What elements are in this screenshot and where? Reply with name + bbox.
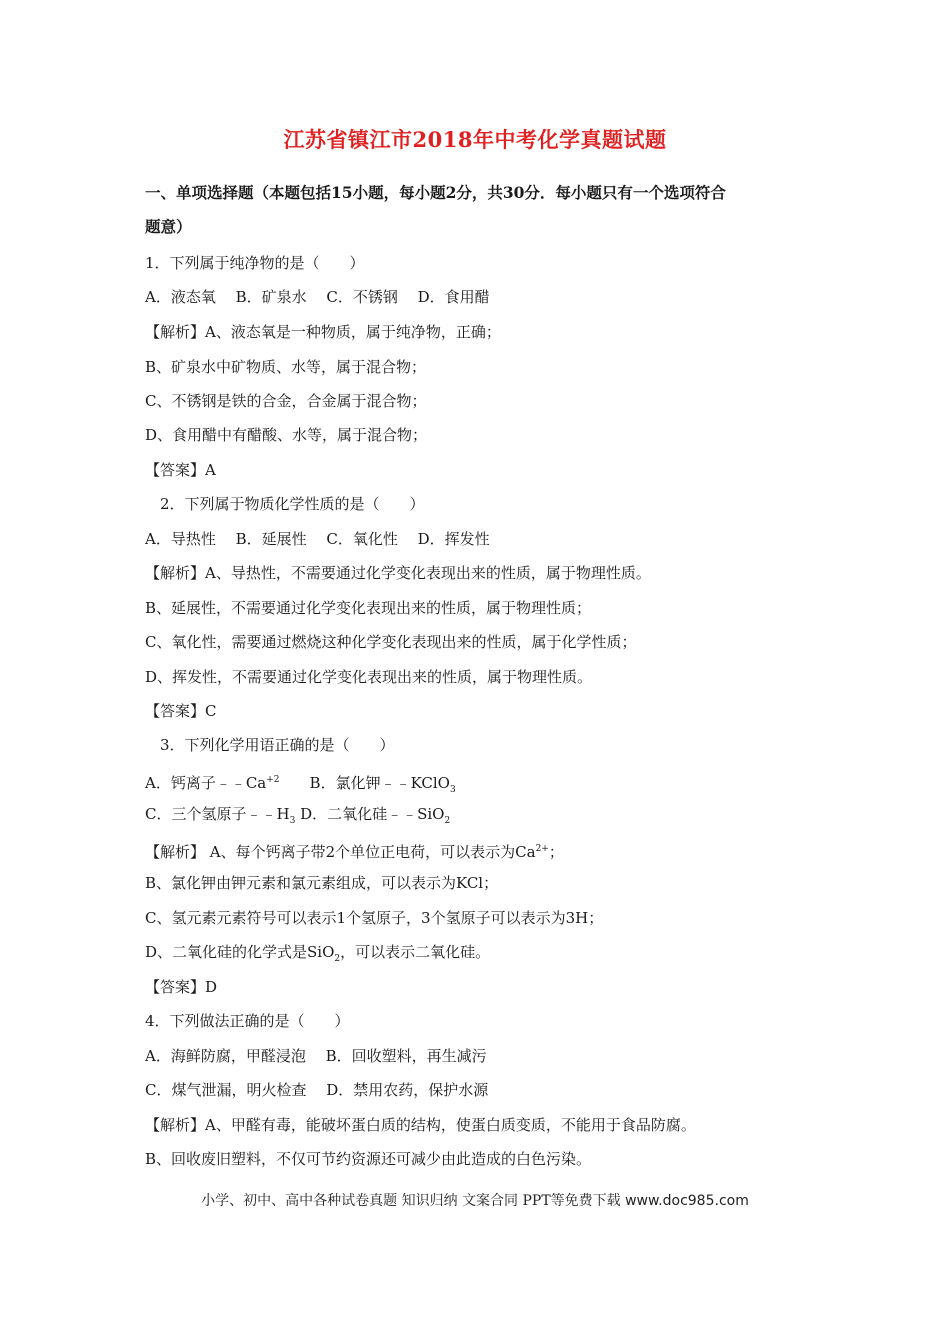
q1-analysis-line: B、矿泉水中矿物质、水等，属于混合物； [145,358,427,376]
q1-analysis-line: C、不锈钢是铁的合金，合金属于混合物； [145,392,427,410]
q1-stem: 1．下列属于纯净物的是（ ） [145,254,365,272]
q3-option-d: D．二氧化硅﹣﹣SiO [295,805,445,823]
q2-stem: 2．下列属于物质化学性质的是（ ） [160,495,425,513]
q3-analysis-sub: 2 [334,954,341,964]
q3-option-b-sub: 3 [449,785,456,795]
q3-answer: 【答案】D [145,978,218,996]
q3-option-b: B．氯化钾﹣﹣KClO [279,774,450,792]
q1-options: A．液态氧 B．矿泉水 C．不锈钢 D．食用醋 [145,288,490,306]
q2-analysis-line: C、氧化性，需要通过燃烧这种化学变化表现出来的性质，属于化学性质； [145,633,637,651]
q3-analysis-sup: 2+ [535,844,549,854]
q4-stem: 4．下列做法正确的是（ ） [145,1012,350,1030]
q1-answer: 【答案】A [145,461,216,479]
page-title: 江苏省镇江市2018年中考化学真题试题 [283,127,667,152]
q1-analysis-line: 【解析】A、液态氧是一种物质，属于纯净物，正确； [145,323,501,341]
q3-analysis-tail: ； [548,843,564,861]
q2-options: A．导热性 B．延展性 C．氧化性 D．挥发性 [145,530,490,548]
q4-analysis-line: B、回收废旧塑料，不仅可节约资源还可减少由此造成的白色污染。 [145,1150,592,1168]
q2-answer: 【答案】C [145,702,217,720]
q3-analysis-line: C、氢元素元素符号可以表示1个氢原子，3个氢原子可以表示为3H； [145,909,604,927]
footer-text: 小学、初中、高中各种试卷真题 知识归纳 文案合同 PPT等免费下载 [201,1193,621,1209]
q3-option-d-sub: 2 [444,816,451,826]
q3-option-c-sub: 3 [289,816,296,826]
page-footer [0,1190,950,1210]
section-heading-line-2: 题意） [145,217,192,236]
q1-analysis-line: D、食用醋中有醋酸、水等，属于混合物； [145,426,428,444]
q2-analysis-line: D、挥发性，不需要通过化学变化表现出来的性质，属于物理性质。 [145,668,593,686]
section-heading [145,176,825,244]
q3-analysis-line: B、氯化钾由钾元素和氯元素组成，可以表示为KCl； [145,874,499,892]
q3-options-ab [145,770,456,800]
q3-analysis-tail: ，可以表示二氧化硅。 [340,943,491,961]
q3-analysis-text: D、二氧化硅的化学式是SiO [145,943,335,961]
q4-analysis-line: 【解析】A、甲醛有毒，能破坏蛋白质的结构，使蛋白质变质，不能用于食品防腐。 [145,1116,696,1134]
q3-option-a: A．钙离子﹣﹣Ca [145,774,267,792]
q3-option-a-sup: +2 [266,775,280,785]
q2-analysis-line: 【解析】A、导热性，不需要通过化学变化表现出来的性质，属于物理性质。 [145,564,651,582]
q4-options-ab: A．海鲜防腐，甲醛浸泡 B．回收塑料，再生减污 [145,1047,487,1065]
footer-url[interactable]: www.doc985.com [625,1193,749,1209]
q3-analysis-line [145,942,490,969]
section-heading-line-1: 一、单项选择题（本题包括15小题，每小题2分，共30分．每小题只有一个选项符合 [145,183,726,202]
q3-analysis-line [145,839,564,862]
q4-options-cd: C．煤气泄漏，明火检查 D．禁用农药，保护水源 [145,1081,489,1099]
q3-stem: 3．下列化学用语正确的是（ ） [160,736,395,754]
q3-option-c: C．三个氢原子﹣﹣H [145,805,290,823]
q3-options-cd [145,804,450,831]
q2-analysis-line: B、延展性，不需要通过化学变化表现出来的性质，属于物理性质； [145,599,592,617]
q3-analysis-text: 【解析】 A、每个钙离子带2个单位正电荷，可以表示为Ca [145,843,536,861]
